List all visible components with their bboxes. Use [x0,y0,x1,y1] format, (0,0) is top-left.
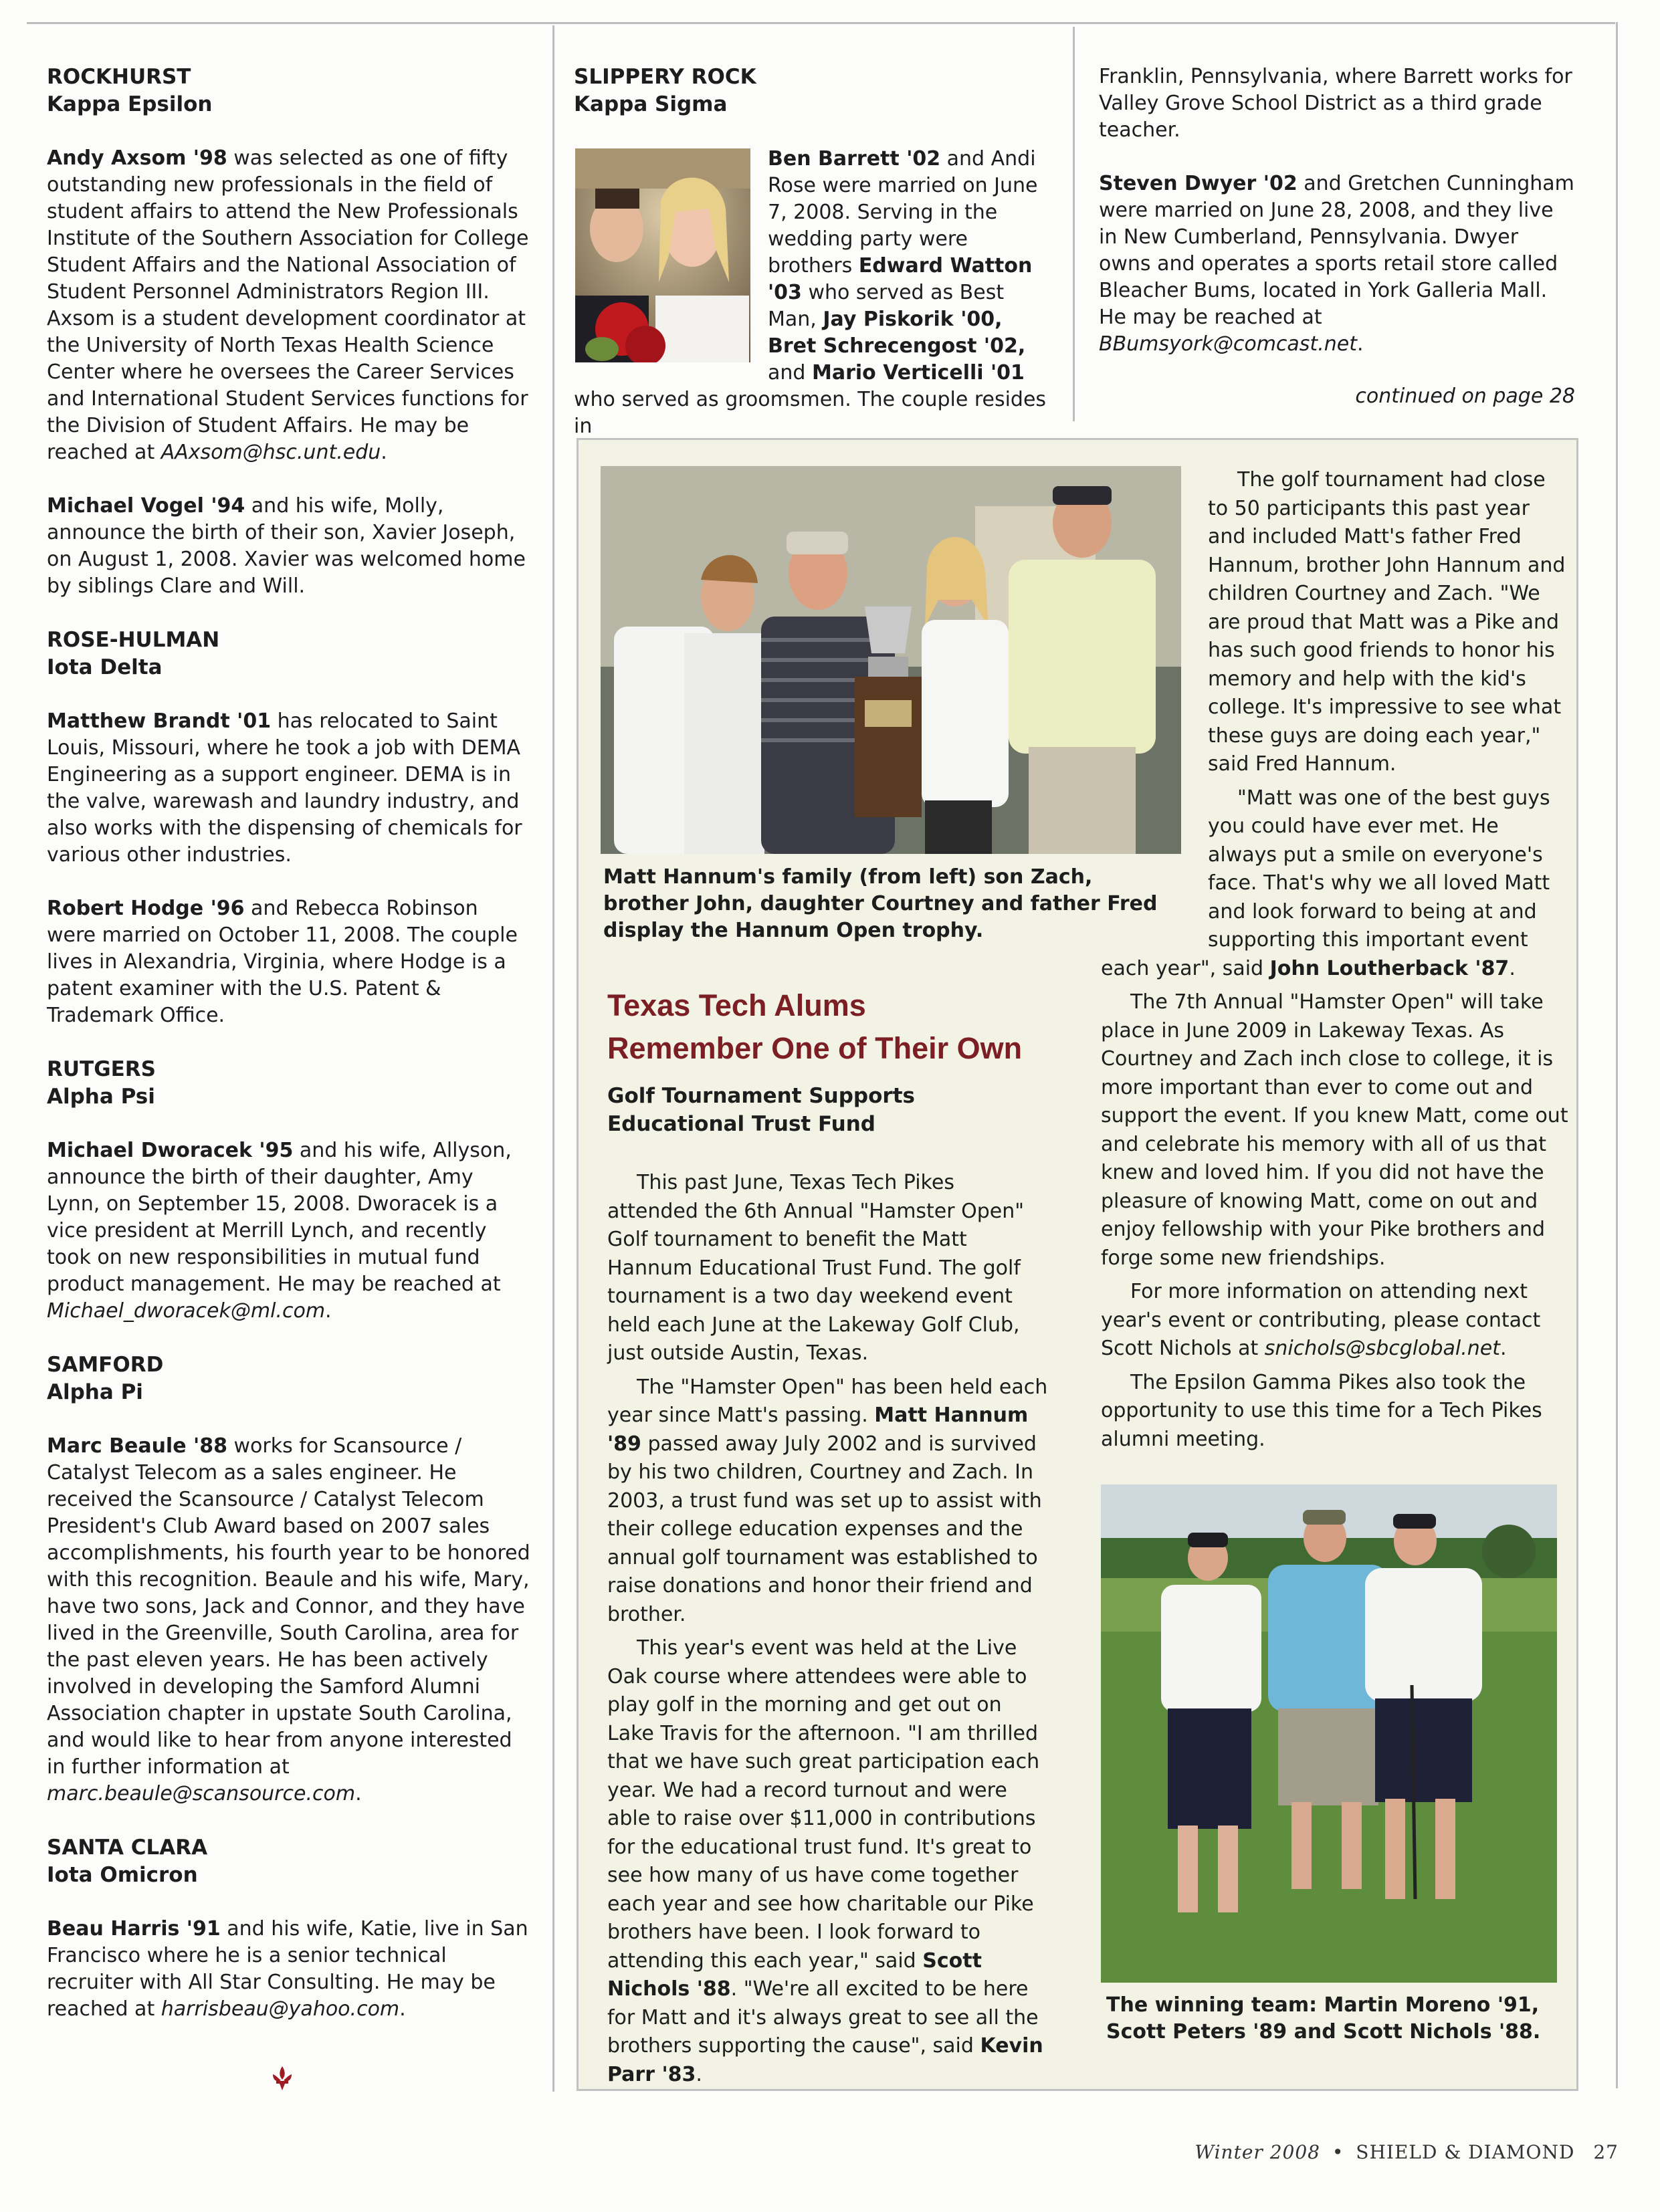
wedding-announcement: Ben Barrett '02 and Andi Rose were married on June 7, 2008. Serving in the wedding party were brothers Edward Watton '03 who served as Best Man, Jay Piskorik '00, Bret Schrecengost '02, and Mario Verticelli '01 who served as groomsmen. The couple resides in [574,147,1047,438]
school-name: SANTA CLARA [47,1836,208,1860]
winning-team-caption: The winning team: Martin Moreno '91, Scott Peters '89 and Scott Nichols '88. [1106,1993,1541,2043]
alumni-note: Matthew Brandt '01 has relocated to Saint Louis, Missouri, where he took a job with DEMA Engineering as a support engineer. DEMA is in the valve, warewash and laundry industry, and also works with the dispensing of chemicals for various other industries. [47,709,522,867]
column-divider-2 [1073,27,1075,421]
chapter-name: Iota Omicron [47,1863,198,1887]
page-footer: Winter 2008 • SHIELD & DIAMOND 27 [1195,2141,1619,2163]
email-link[interactable]: AAxsom@hsc.unt.edu [161,441,381,464]
school-name: SAMFORD [47,1353,164,1377]
winning-team-photo [1101,1484,1557,1983]
alumni-note: Marc Beaule '88 works for Scansource / Catalyst Telecom as a sales engineer. He received the Scansource / Catalyst Telecom President's Club Award based on 2007 sales accomplishments, his fourth year to be honored with this recognition. Beaule and his wife, Mary, have two sons, Jack and Connor, and they have lived in the Greenville, South Carolina, area for the past eleven years. He has been actively involved in developing the Samford Alumni Association chapter in upstate South Carolina, and would like to hear from anyone interested in further information at marc.beaule@scansource.com. [47,1434,530,1805]
email-link[interactable]: marc.beaule@scansource.com [47,1782,356,1805]
feature-right-column: The golf tournament had close to 50 participants this past year and included Matt's father Fred Hannum, brother John Hannum and children Courtney and Zach. "We are proud that Matt was a Pike and has such good friends to honor his memory and help with the kid's college. It's impressive to see what these guys are doing each year," said Fred Hannum. "Matt was one of the best guys you could have ever met. He always put a smile on everyone's face. That's why we all loved Matt and look forward to being at and supporting this important event each year", said John Loutherback '87. The 7th Annual "Hamster Open" will take place in June 2009 in Lakeway Texas. As Courtney and Zach inch close to college, it is more important than ever to come out and support the event. If you knew Matt, come out and celebrate his memory with all of us that knew and loved him. If you did not have the pleasure of knowing Matt, come on out and enjoy fellowship with your Pike brothers and forge some new friendships. For more information on attending next year's event or contributing, please contact Scott Nichols at snichols@sbcglobal.net. The Epsilon Gamma Pikes also took the opportunity to use this time for a Tech Pikes alumni meeting. [1101,468,1568,1451]
alumni-note: Beau Harris '91 and his wife, Katie, live in San Francisco where he is a senior technical recruiter with All Star Consulting. He may be reached at harrisbeau@yahoo.com. [47,1917,528,2021]
family-trophy-photo [601,466,1181,854]
email-link[interactable]: BBumsyork@comcast.net [1099,332,1357,356]
email-link[interactable]: Michael_dworacek@ml.com [47,1299,326,1323]
chapter-name: Alpha Pi [47,1380,143,1404]
subheadline: Golf Tournament Supports Educational Trust Fund [607,1084,915,1136]
column-divider-1 [552,25,554,2092]
school-name: SLIPPERY ROCK [574,65,756,89]
fleur-de-lis-icon [271,2065,294,2092]
school-name: ROCKHURST [47,65,191,89]
email-link[interactable]: harrisbeau@yahoo.com [161,1997,400,2021]
feature-left-column: Texas Tech Alums Remember One of Their Own Golf Tournament Supports Educational Trust Fund This past June, Texas Tech Pikes attended the 6th Annual "Hamster Open" Golf tournament to benefit the Matt Hannum Educational Trust Fund. The golf tournament is a two day weekend event held each June at the Lakeway Golf Club, just outside Austin, Texas. The "Hamster Open" has been held each year since Matt's passing. Matt Hannum '89 passed away July 2002 and is survived by his two children, Courtney and Zach. In 2003, a trust fund was set up to assist with their college education expenses and the annual golf tournament was established to raise donations and honor their friend and brother. This year's event was held at the Live Oak course where attendees were able to play golf in the morning and get out on Lake Travis for the afternoon. "I am thrilled that we have such great participation each year. We had a record turnout and were able to raise over $11,000 in contributions for the educational trust fund. It's great to see how many of us have come together each year and see how charitable our Pike brothers have been. I look forward to attending this each year," said Scott Nichols '88. "We're all excited to be here for Matt and it's always great to see all the brothers supporting the cause", said Kevin Parr '83. [607,984,1049,2094]
left-column [47,64,532,2050]
chapter-name: Kappa Sigma [574,92,728,116]
chapter-name: Iota Delta [47,655,163,679]
chapter-name: Alpha Psi [47,1085,155,1109]
alumni-note: Robert Hodge '96 and Rebecca Robinson were married on October 11, 2008. The couple lives in Alexandria, Virginia, where Hodge is a patent examiner with the U.S. Patent & Trademark Office. [47,897,518,1027]
family-photo-caption: Matt Hannum's family (from left) son Zach, brother John, daughter Courtney and father Fred display the Hannum Open trophy. [603,865,1158,942]
headline: Texas Tech Alums Remember One of Their Own [607,988,1023,1065]
continued-note: continued on page 28 [1355,384,1575,408]
alumni-note: Andy Axsom '98 was selected as one of fifty outstanding new professionals in the field of student affairs to attend the New Professionals Institute of the Southern Association for College Student Affairs and the National Association of Student Personnel Administrators Region III. Axsom is a student development coordinator at the University of North Texas Health Science Center where he oversees the Career Services and International Student Services functions for the Division of Student Affairs. He may be reached at AAxsom@hsc.unt.edu. [47,146,529,464]
chapter-name: Kappa Epsilon [47,92,213,116]
right-column: Franklin, Pennsylvania, where Barrett works for Valley Grove School District as a third grade teacher. Steven Dwyer '02 and Gretchen Cunningham were married on June 28, 2008, and they live in New Cumberland, Pennsylvania. Dwyer owns and operates a sports retail store called Bleacher Bums, located in York Galleria Mall. He may be reached at BBumsyork@comcast.net. continued on page 28 [1099,65,1575,408]
alumni-note: Michael Vogel '94 and his wife, Molly, announce the birth of their son, Xavier Joseph, on August 1, 2008. Xavier was welcomed home by siblings Clare and Will. [47,494,526,598]
email-link[interactable]: snichols@sbcglobal.net [1264,1337,1501,1360]
alumni-note: Michael Dworacek '95 and his wife, Allyson, announce the birth of their daughter, Amy Lynn, on September 15, 2008. Dworacek is a vice president at Merrill Lynch, and recently took on new responsibilities in mutual fund product management. He may be reached at Michael_dworacek@ml.com. [47,1139,512,1323]
school-name: RUTGERS [47,1057,157,1081]
top-rule [27,22,1615,24]
school-name: ROSE-HULMAN [47,628,220,652]
middle-column [574,64,1055,144]
right-edge-rule [1616,22,1618,2088]
